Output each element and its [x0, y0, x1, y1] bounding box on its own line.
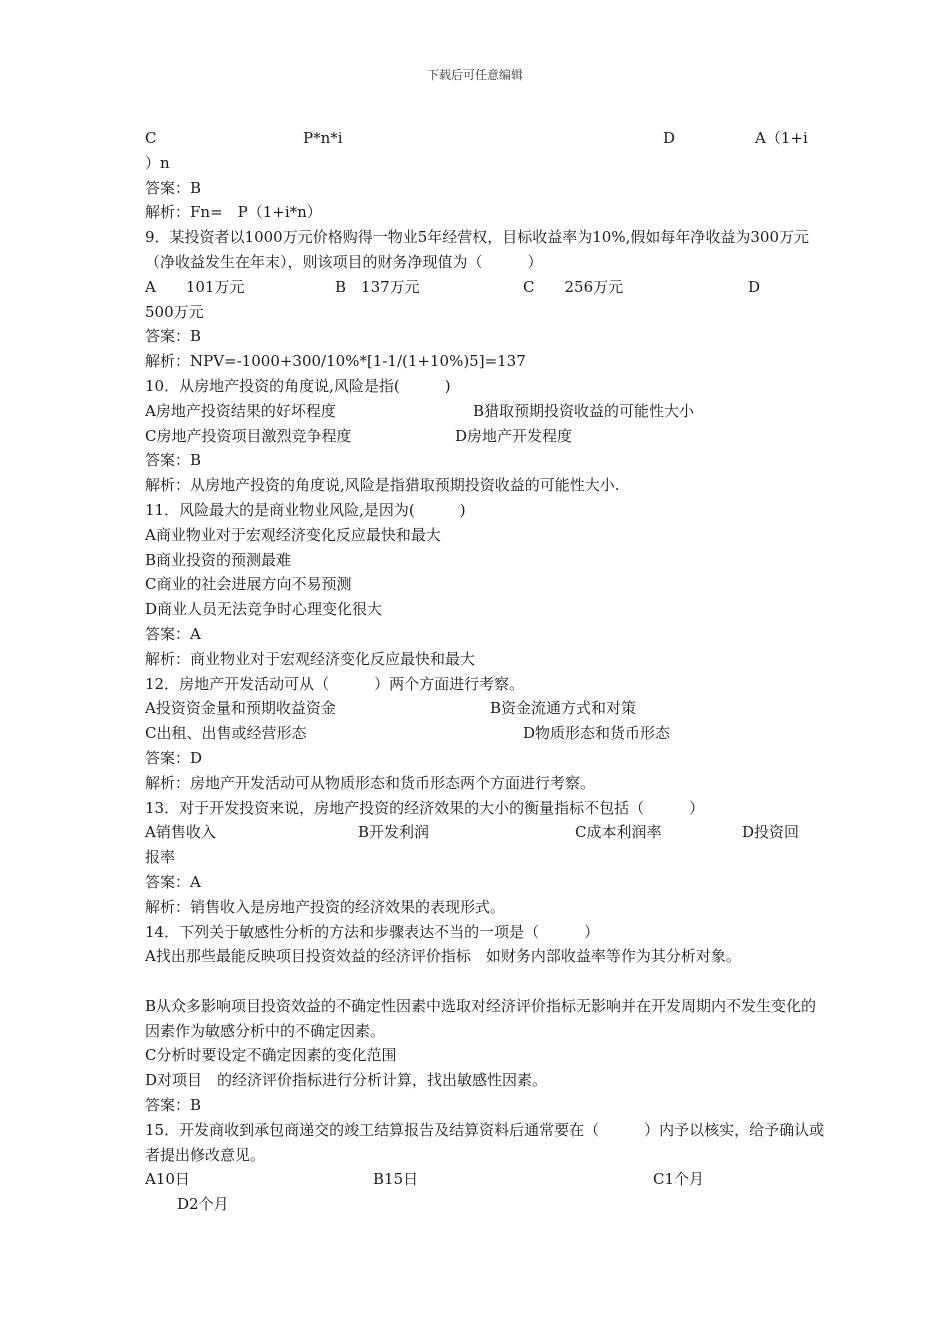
q10-analysis: 解析：从房地产投资的角度说,风险是指猎取预期投资收益的可能性大小.: [145, 476, 620, 495]
q11-option-b: B商业投资的预测最难: [145, 550, 292, 569]
q9-answer: 答案：B: [145, 327, 202, 346]
q15-option-c: C1个月: [653, 1170, 705, 1189]
blank-line: [145, 969, 825, 994]
q13-options-row: [145, 820, 825, 845]
q15-option-b: B15日: [373, 1170, 419, 1189]
q11-stem: 11．风险最大的是商业物业风险,是因为( ): [145, 500, 466, 519]
q11-analysis: 解析：商业物业对于宏观经济变化反应最快和最大: [145, 649, 476, 668]
q13-option-c: C成本利润率: [575, 823, 662, 842]
q11-option-c: C商业的社会进展方向不易预测: [145, 575, 352, 594]
q8-option-d-text: A（1+i: [755, 129, 808, 147]
q12-analysis: 解析：房地产开发活动可从物质形态和货币形态两个方面进行考察。: [145, 773, 596, 792]
q15-stem: 15．开发商收到承包商递交的竣工结算报告及结算资料后通常要在（ ）内予以核实，给予确认或者提出修改意见。: [145, 1120, 825, 1164]
q10-option-c: C房地产投资项目激烈竞争程度: [145, 426, 352, 445]
q8-options-row: [145, 126, 825, 151]
q9-analysis: 解析：NPV=-1000+300/10%*[1-1/(1+10%)5]=137: [145, 352, 526, 371]
q10-stem: 10．从房地产投资的角度说,风险是指( ): [145, 376, 451, 395]
q9-option-a: A 101万元: [145, 277, 245, 296]
q8-option-d: D: [663, 129, 676, 147]
q9-option-d-text: 500万元: [145, 302, 204, 321]
q13-option-b: B开发利润: [358, 823, 430, 842]
q8-options-row-cont: ）n: [145, 153, 170, 172]
q12-option-d: D物质形态和货币形态: [523, 724, 671, 743]
q10-options-row-2: [145, 424, 825, 449]
q8-analysis: 解析：Fn= P（1+i*n）: [145, 203, 322, 222]
q10-option-a: A房地产投资结果的好坏程度: [145, 401, 336, 420]
q14-answer: 答案：B: [145, 1096, 202, 1115]
q13-answer: 答案：A: [145, 872, 201, 891]
q12-options-row-2: [145, 721, 825, 746]
q12-answer: 答案：D: [145, 748, 203, 767]
q13-stem: 13．对于开发投资来说，房地产投资的经济效果的大小的衡量指标不包括（ ）: [145, 798, 705, 817]
q11-option-d: D商业人员无法竞争时心理变化很大: [145, 600, 383, 619]
q12-stem: 12．房地产开发活动可从（ ）两个方面进行考察。: [145, 674, 525, 693]
q13-option-a: A销售收入: [145, 823, 216, 842]
q13-option-d: D投资回: [742, 823, 800, 842]
q14-option-b: B从众多影响项目投资效益的不确定性因素中选取对经济评价指标无影响并在开发周期内不发生变化的因素作为敏感分析中的不确定因素。: [145, 996, 817, 1040]
q12-options-row-1: [145, 696, 825, 721]
q13-option-d-cont: 报率: [145, 848, 176, 867]
q9-options-row: [145, 275, 825, 300]
q8-option-c: C: [145, 129, 157, 147]
q8-option-c-text: P*n*i: [303, 129, 343, 147]
q9-option-b: B 137万元: [335, 277, 420, 296]
q10-options-row-1: [145, 399, 825, 424]
q15-option-d: D2个月: [177, 1195, 229, 1214]
q11-option-a: A商业物业对于宏观经济变化反应最快和最大: [145, 525, 441, 544]
page-header: 下载后可任意编辑: [426, 68, 523, 82]
q10-answer: 答案：B: [145, 451, 202, 470]
q12-option-a: A投资资金量和预期收益资金: [145, 699, 336, 718]
q12-option-c: C出租、出售或经营形态: [145, 724, 307, 743]
q13-analysis: 解析：销售收入是房地产投资的经济效果的表现形式。: [145, 897, 506, 916]
q12-option-b: B资金流通方式和对策: [490, 699, 637, 718]
document-body: [145, 126, 825, 1217]
q10-option-b: B猎取预期投资收益的可能性大小: [473, 401, 695, 420]
q11-answer: 答案：A: [145, 624, 201, 643]
q15-option-a: A10日: [145, 1170, 190, 1189]
q8-answer: 答案：B: [145, 178, 202, 197]
q10-option-d: D房地产开发程度: [455, 426, 573, 445]
q14-option-a: A找出那些最能反映项目投资效益的经济评价指标 如财务内部收益率等作为其分析对象。: [145, 947, 741, 966]
q9-option-d: D: [748, 277, 761, 296]
q14-stem: 14．下列关于敏感性分析的方法和步骤表达不当的一项是（ ）: [145, 922, 600, 941]
q14-option-c: C分析时要设定不确定因素的变化范围: [145, 1046, 397, 1065]
q9-option-c: C 256万元: [523, 277, 624, 296]
q14-option-d: D对项目 的经济评价指标进行分析计算，找出敏感性因素。: [145, 1071, 548, 1090]
q15-options-row: [145, 1167, 825, 1192]
q9-stem: 9．某投资者以1000万元价格购得一物业5年经营权，目标收益率为10%,假如每年净收益为300万元（净收益发生在年末），则该项目的财务净现值为（ ）: [145, 228, 810, 271]
